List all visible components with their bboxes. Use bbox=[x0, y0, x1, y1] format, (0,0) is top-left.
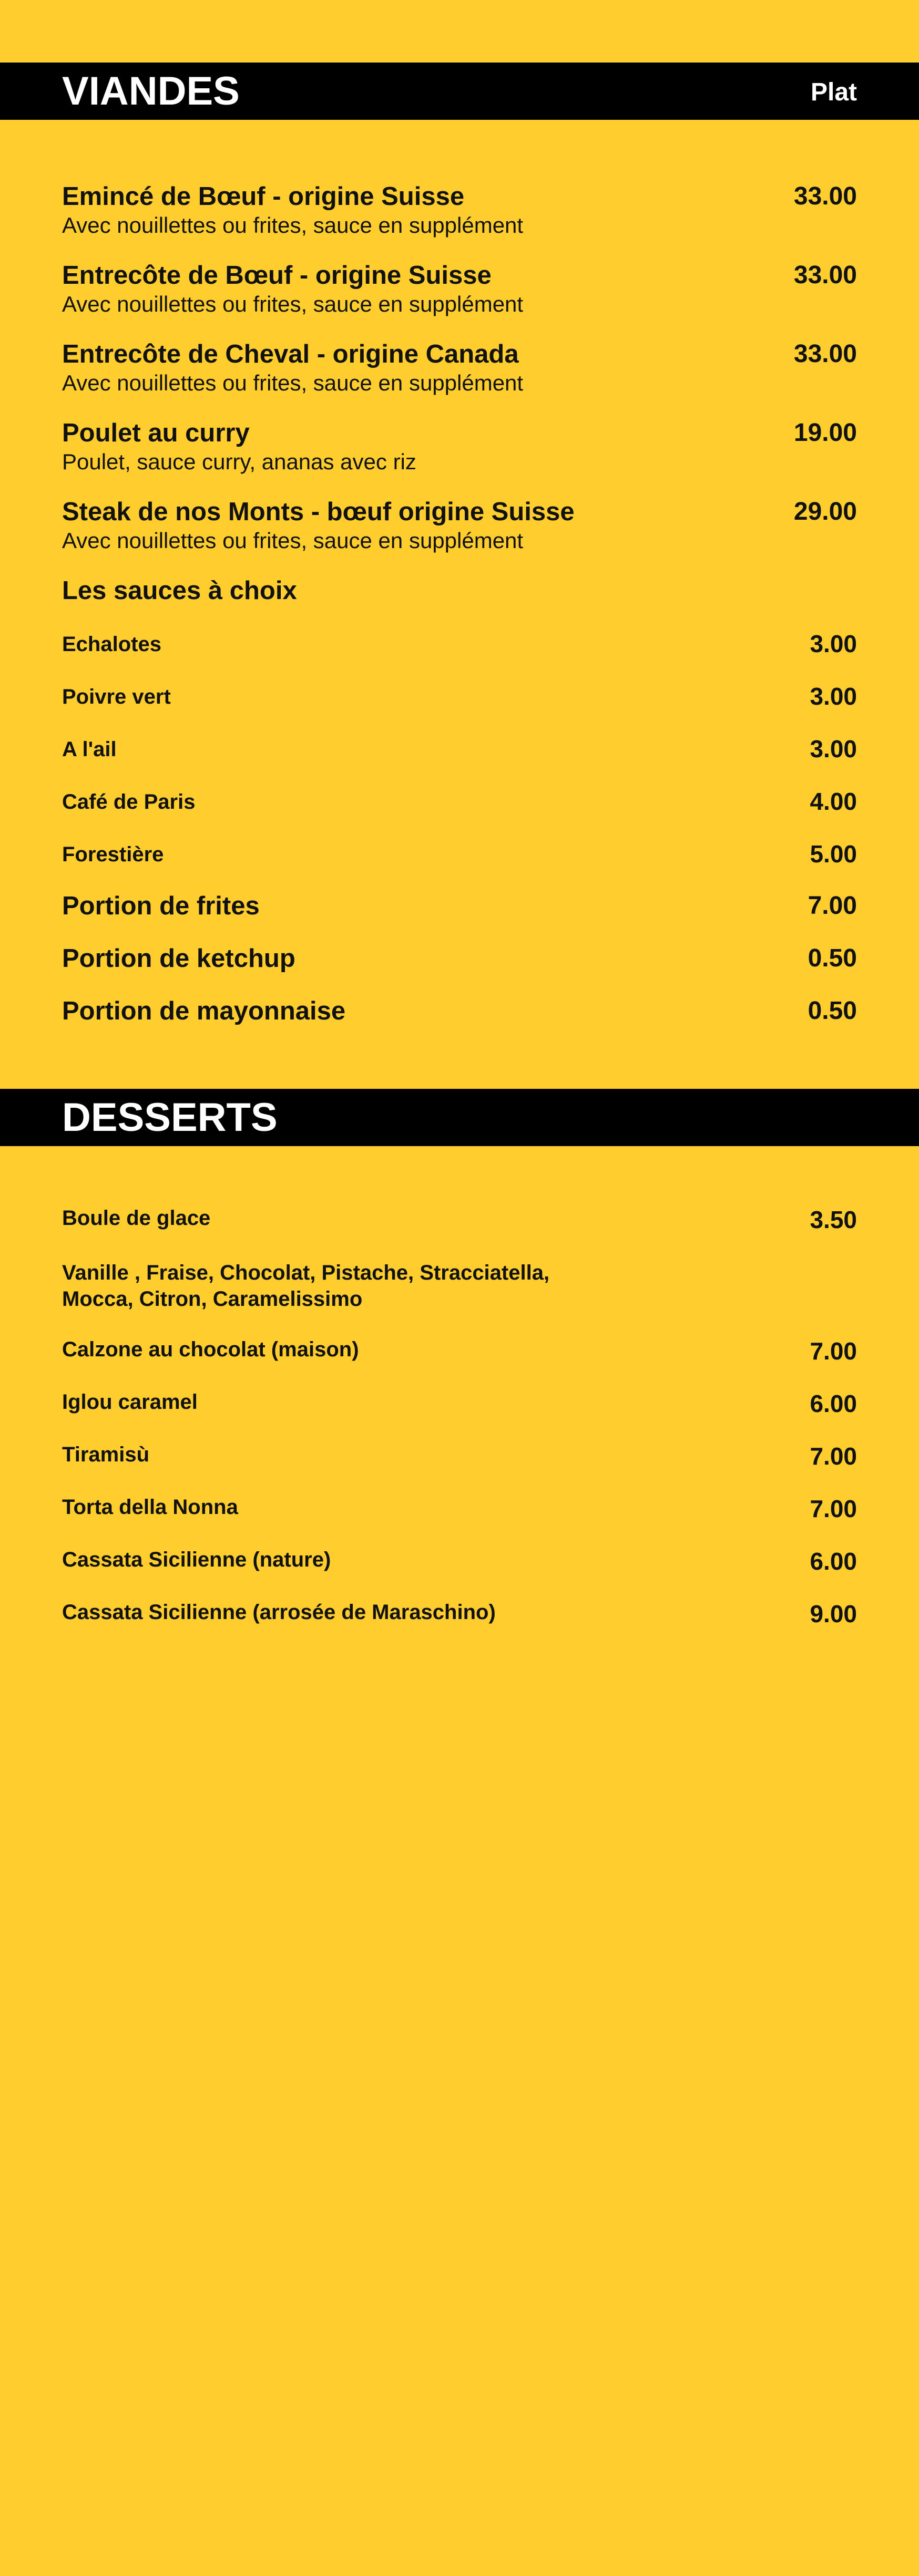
item-name: Poulet au curry bbox=[62, 419, 250, 447]
item-name: Steak de nos Monts - bœuf origine Suisse bbox=[62, 498, 575, 526]
item-name: Echalotes bbox=[62, 633, 161, 656]
item-description: Poulet, sauce curry, ananas avec riz bbox=[62, 449, 416, 474]
item-price: 33.00 bbox=[793, 182, 857, 210]
item-name: Café de Paris bbox=[62, 790, 196, 813]
item-price: 9.00 bbox=[810, 1600, 857, 1627]
item-name: Boule de glace bbox=[62, 1207, 211, 1230]
item-price: 7.00 bbox=[810, 1337, 857, 1365]
item-price: 0.50 bbox=[808, 997, 857, 1025]
item-name: Iglou caramel bbox=[62, 1390, 198, 1414]
item-description: Avec nouillettes ou frites, sauce en supplément bbox=[62, 370, 524, 395]
item-price: 0.50 bbox=[808, 944, 857, 972]
ice-cream-flavours bbox=[62, 1260, 549, 1312]
item-name: Cassata Sicilienne (nature) bbox=[62, 1548, 331, 1571]
item-description: Avec nouillettes ou frites, sauce en supplément bbox=[62, 213, 524, 238]
item-name: Portion de frites bbox=[62, 892, 260, 920]
item-name: Entrecôte de Bœuf - origine Suisse bbox=[62, 261, 492, 290]
item-price: 7.00 bbox=[810, 1495, 857, 1522]
item-price: 3.50 bbox=[810, 1206, 857, 1233]
flavours-line: Mocca, Citron, Caramelissimo bbox=[62, 1287, 363, 1311]
item-price: 6.00 bbox=[810, 1548, 857, 1575]
item-name: Torta della Nonna bbox=[62, 1496, 238, 1519]
item-name: Calzone au chocolat (maison) bbox=[62, 1338, 359, 1361]
item-price: 4.00 bbox=[810, 788, 857, 815]
sauces-heading: Les sauces à choix bbox=[62, 576, 297, 605]
item-price: 19.00 bbox=[793, 419, 857, 447]
item-price: 7.00 bbox=[810, 1442, 857, 1470]
item-price: 6.00 bbox=[810, 1390, 857, 1417]
item-price: 3.00 bbox=[810, 630, 857, 657]
desserts-title: DESSERTS bbox=[62, 1095, 278, 1140]
item-description: Avec nouillettes ou frites, sauce en supplément bbox=[62, 292, 524, 316]
item-name: Poivre vert bbox=[62, 685, 171, 708]
item-name: Entrecôte de Cheval - origine Canada bbox=[62, 340, 519, 368]
viandes-header-bar bbox=[0, 63, 919, 120]
item-name: Emincé de Bœuf - origine Suisse bbox=[62, 182, 465, 211]
item-price: 7.00 bbox=[808, 892, 857, 920]
plat-column-label: Plat bbox=[810, 78, 857, 106]
viandes-title: VIANDES bbox=[62, 69, 240, 114]
item-price: 33.00 bbox=[793, 261, 857, 289]
item-name: A l'ail bbox=[62, 738, 117, 761]
item-price: 33.00 bbox=[793, 340, 857, 368]
item-name: Portion de ketchup bbox=[62, 944, 295, 973]
item-name: Portion de mayonnaise bbox=[62, 997, 346, 1025]
item-price: 3.00 bbox=[810, 683, 857, 710]
item-price: 3.00 bbox=[810, 735, 857, 763]
item-price: 29.00 bbox=[793, 498, 857, 525]
flavours-line: Vanille , Fraise, Chocolat, Pistache, Stracciatella, bbox=[62, 1261, 550, 1284]
item-name: Forestière bbox=[62, 843, 164, 866]
item-price: 5.00 bbox=[810, 840, 857, 868]
item-name: Tiramisù bbox=[62, 1443, 149, 1466]
desserts-header-bar bbox=[0, 1089, 919, 1146]
item-name: Cassata Sicilienne (arrosée de Maraschino) bbox=[62, 1601, 496, 1624]
item-description: Avec nouillettes ou frites, sauce en supplément bbox=[62, 528, 524, 553]
